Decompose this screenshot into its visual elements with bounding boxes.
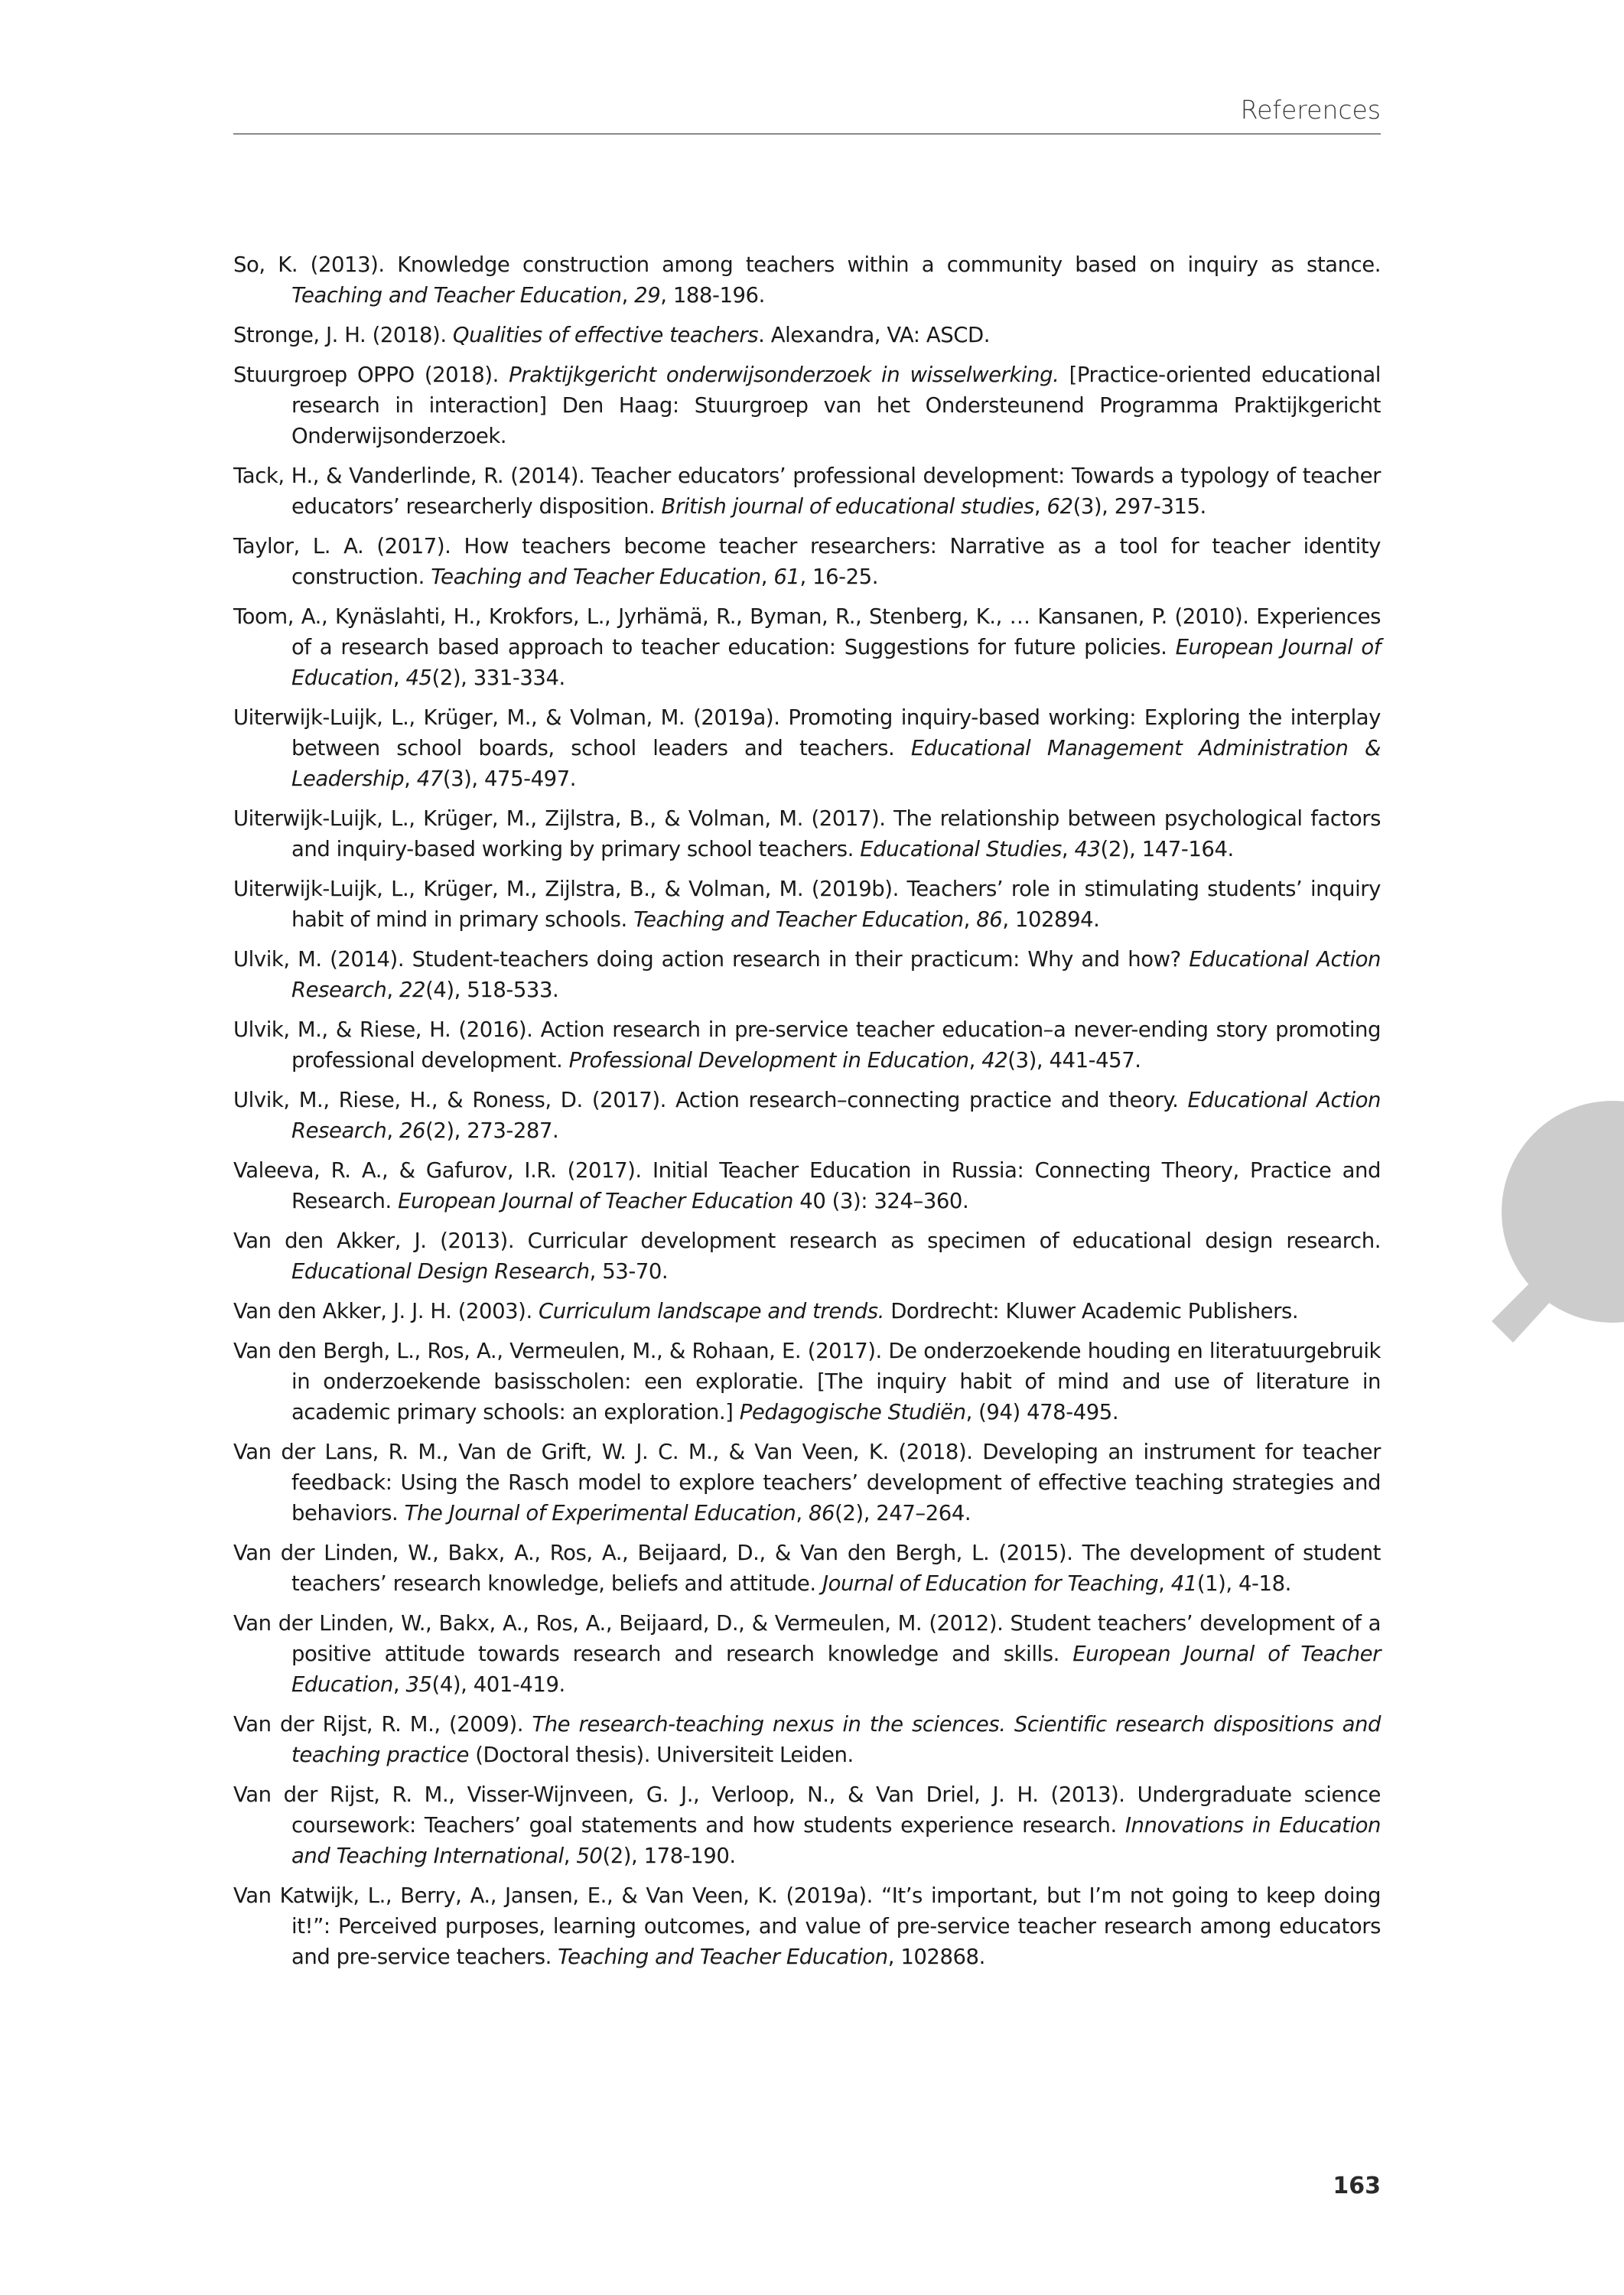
reference-entry: Van den Akker, J. (2013). Curricular development research as specimen of educational design research. Educational Design Research, 53-70. <box>233 1229 1381 1284</box>
reference-entry: Tack, H., & Vanderlinde, R. (2014). Teacher educators’ professional development: Towards a typology of teacher educators’ researcherly disposition. British journal of educational studies, 62(3), 297-315. <box>233 464 1381 519</box>
reference-entry: Stronge, J. H. (2018). Qualities of effective teachers. Alexandra, VA: ASCD. <box>233 323 991 347</box>
reference-entry: Van der Lans, R. M., Van de Grift, W. J. C. M., & Van Veen, K. (2018). Developing an instrument for teacher feedback: Using the Rasch model to explore teachers’ development of effective teaching strategies and behaviors. The Journal of Experimental Education, 86(2), 247–264. <box>233 1440 1381 1525</box>
page-number: 163 <box>1333 2173 1381 2199</box>
reference-entry: Van der Rijst, R. M., Visser-Wijnveen, G. J., Verloop, N., & Van Driel, J. H. (2013). Undergraduate science coursework: Teachers’ goal statements and how students experience research. Innovations in Education and Teaching International, 50(2), 178-190. <box>233 1782 1381 1868</box>
reference-entry: Van der Linden, W., Bakx, A., Ros, A., Beijaard, D., & Van den Bergh, L. (2015). The development of student teachers’ research knowledge, beliefs and attitude. Journal of Education for Teaching, 41(1), 4-18. <box>233 1541 1381 1596</box>
reference-entry: Valeeva, R. A., & Gafurov, I.R. (2017). Initial Teacher Education in Russia: Connecting Theory, Practice and Research. European Journal of Teacher Education 40 (3): 324–360. <box>233 1158 1381 1213</box>
reference-list <box>233 249 1381 1981</box>
reference-entry: Uiterwijk-Luijk, L., Krüger, M., Zijlstra, B., & Volman, M. (2017). The relationship between psychological factors and inquiry-based working by primary school teachers. Educational Studies, 43(2), 147-164. <box>233 806 1381 861</box>
reference-entry: Ulvik, M., Riese, H., & Roness, D. (2017). Action research–connecting practice and theory. Educational Action Research, 26(2), 273-287. <box>233 1088 1382 1143</box>
magnifier-icon <box>1476 1099 1624 1344</box>
reference-entry: Van der Rijst, R. M., (2009). The research-teaching nexus in the sciences. Scientific research dispositions and teaching practice (Doctoral thesis). Universiteit Leiden. <box>233 1712 1381 1767</box>
reference-entry: Toom, A., Kynäslahti, H., Krokfors, L., Jyrhämä, R., Byman, R., Stenberg, K., … Kansanen, P. (2010). Experiences of a research based approach to teacher education: Suggestions for future policies. European Journal of Education, 45(2), 331-334. <box>233 604 1381 690</box>
reference-entry: Van Katwijk, L., Berry, A., Jansen, E., & Van Veen, K. (2019a). “It’s important, but I’m not going to keep doing it!”: Perceived purposes, learning outcomes, and value of pre-service teacher research among educators and pre-service teachers. Teaching and Teacher Education, 102868. <box>233 1883 1381 1969</box>
reference-entry: Van der Linden, W., Bakx, A., Ros, A., Beijaard, D., & Vermeulen, M. (2012). Student teachers’ development of a positive attitude towards research and research knowledge and skills. European Journal of Teacher Education, 35(4), 401-419. <box>233 1611 1381 1697</box>
reference-entry: Taylor, L. A. (2017). How teachers become teacher researchers: Narrative as a tool for teacher identity construction. Teaching and Teacher Education, 61, 16-25. <box>233 534 1381 589</box>
running-header <box>233 93 1381 135</box>
reference-entry: Stuurgroep OPPO (2018). Praktijkgericht onderwijsonderzoek in wisselwerking. [Practice-oriented educational research in interaction] Den Haag: Stuurgroep van het Ondersteunend Programma Praktijkgericht Onderwijsonderzoek. <box>233 363 1381 448</box>
chapter-tab-magnifier-icon <box>1476 1099 1624 1344</box>
magnifier-handle-shape <box>1492 1275 1561 1343</box>
reference-entry: Uiterwijk-Luijk, L., Krüger, M., Zijlstra, B., & Volman, M. (2019b). Teachers’ role in stimulating students’ inquiry habit of mind in primary schools. Teaching and Teacher Education, 86, 102894. <box>233 877 1381 932</box>
reference-entry: Van den Akker, J. J. H. (2003). Curriculum landscape and trends. Dordrecht: Kluwer Academic Publishers. <box>233 1299 1299 1323</box>
running-header-title: References <box>1240 95 1381 125</box>
reference-entry: So, K. (2013). Knowledge construction among teachers within a community based on inquiry as stance. Teaching and Teacher Education, 29, 188-196. <box>233 252 1381 308</box>
reference-entry: Uiterwijk-Luijk, L., Krüger, M., & Volman, M. (2019a). Promoting inquiry-based working: Exploring the interplay between school boards, school leaders and teachers. Educational Management Administration & Leadership, 47(3), 475-497. <box>233 705 1382 791</box>
reference-entry: Ulvik, M., & Riese, H. (2016). Action research in pre-service teacher education–a never-ending story promoting professional development. Professional Development in Education, 42(3), 441-457. <box>233 1017 1381 1073</box>
reference-entry: Van den Bergh, L., Ros, A., Vermeulen, M., & Rohaan, E. (2017). De onderzoekende houding en literatuurgebruik in onderzoekende basisscholen: een exploratie. [The inquiry habit of mind and use of literature in academic primary schools: an exploration.] Pedagogische Studiën, (94) 478-495. <box>233 1339 1381 1424</box>
magnifier-lens-shape <box>1502 1101 1624 1323</box>
reference-entry: Ulvik, M. (2014). Student-teachers doing action research in their practicum: Why and how? Educational Action Research, 22(4), 518-533. <box>233 947 1382 1002</box>
